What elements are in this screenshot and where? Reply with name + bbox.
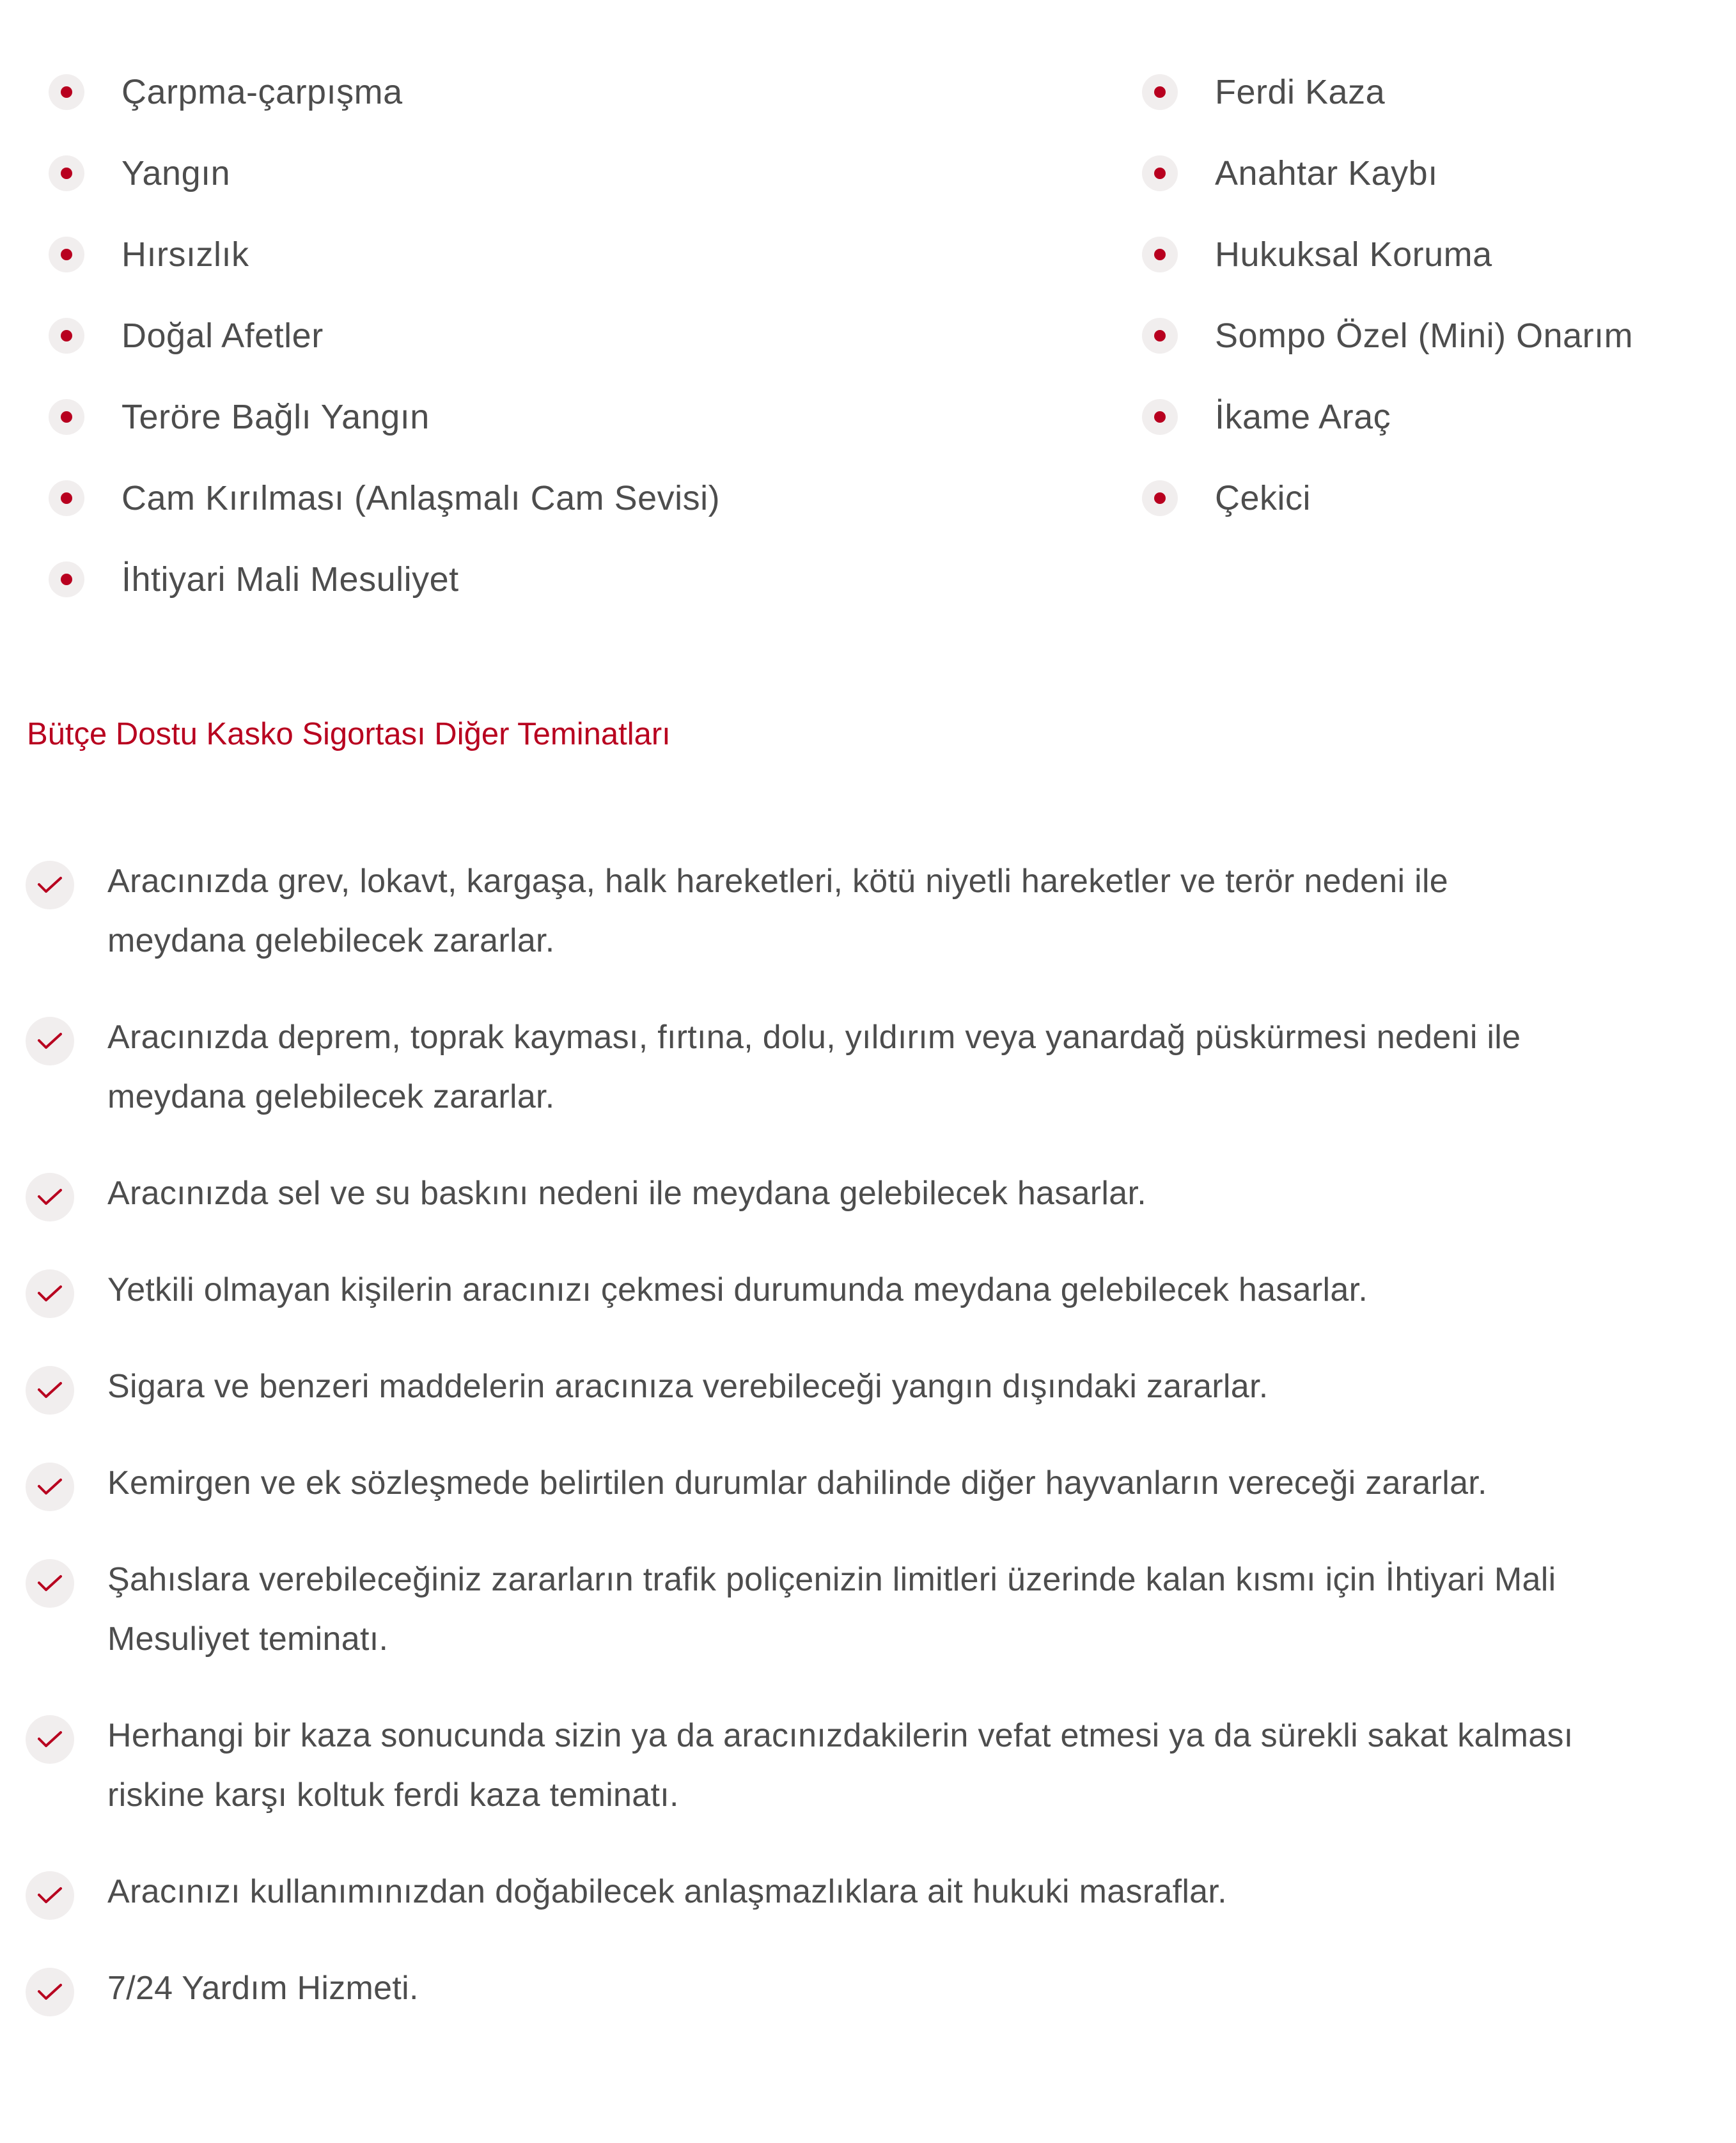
coverage-item	[49, 51, 720, 132]
list-item	[26, 1554, 1701, 1669]
list-item-line: Şahıslara verebileceğiniz zararların trafik poliçenizin limitleri üzerinde kalan kısmı için İhtiyari Mali	[107, 1561, 1556, 1598]
dot-bullet-icon	[1142, 155, 1178, 191]
coverage-label: Çarpma-çarpışma	[121, 72, 403, 111]
checkmark-icon	[26, 1559, 74, 1608]
coverage-item	[49, 376, 720, 457]
coverage-label: Anahtar Kaybı	[1215, 153, 1438, 192]
coverage-list	[0, 51, 1736, 627]
coverage-label: Yangın	[121, 153, 231, 192]
list-item-line: Aracınızda deprem, toprak kayması, fırtına, dolu, yıldırım veya yanardağ püskürmesi nedeni ile	[107, 1019, 1521, 1056]
dot-bullet-icon	[49, 561, 84, 597]
coverage-column-left	[49, 51, 720, 620]
coverage-column-right	[1142, 51, 1633, 538]
coverage-item	[49, 457, 720, 538]
checkmark-icon	[26, 861, 74, 909]
list-item-line: Mesuliyet teminatı.	[107, 1621, 389, 1658]
list-item-text	[107, 1454, 1487, 1513]
list-item-line: Sigara ve benzeri maddelerin aracınıza verebileceği yangın dışındaki zararlar.	[107, 1368, 1269, 1405]
list-item-text	[107, 1164, 1146, 1223]
coverage-label: Doğal Afetler	[121, 316, 324, 355]
dot-bullet-icon	[1142, 480, 1178, 516]
coverage-label: Cam Kırılması (Anlaşmalı Cam Sevisi)	[121, 478, 721, 517]
dot-bullet-icon	[49, 237, 84, 272]
checkmark-icon	[26, 1463, 74, 1511]
section-title: Bütçe Dostu Kasko Sigortası Diğer Teminatları	[27, 717, 671, 751]
list-item-line: 7/24 Yardım Hizmeti.	[107, 1970, 419, 2007]
list-item-line: meydana gelebilecek zararlar.	[107, 922, 555, 959]
list-item	[26, 1710, 1701, 1825]
checkmark-icon	[26, 1366, 74, 1415]
list-item-text	[107, 1959, 419, 2018]
list-item-text	[107, 1862, 1227, 1922]
coverage-item	[1142, 214, 1633, 295]
list-item	[26, 856, 1701, 971]
dot-bullet-icon	[49, 155, 84, 191]
list-item-line: meydana gelebilecek zararlar.	[107, 1078, 555, 1115]
list-item-text	[107, 1357, 1269, 1417]
list-item-line: Yetkili olmayan kişilerin aracınızı çekmesi durumunda meydana gelebilecek hasarlar.	[107, 1271, 1368, 1308]
coverage-label: Hukuksal Koruma	[1215, 235, 1492, 274]
coverage-label: Sompo Özel (Mini) Onarım	[1215, 316, 1634, 355]
list-item-line: Kemirgen ve ek sözleşmede belirtilen durumlar dahilinde diğer hayvanların vereceği zararlar.	[107, 1464, 1487, 1502]
coverage-item	[1142, 51, 1633, 132]
dot-bullet-icon	[1142, 237, 1178, 272]
list-item-line: Aracınızda sel ve su baskını nedeni ile meydana gelebilecek hasarlar.	[107, 1175, 1146, 1212]
list-item-text	[107, 1706, 1574, 1825]
dot-bullet-icon	[49, 399, 84, 435]
coverage-label: Ferdi Kaza	[1215, 72, 1386, 111]
checkmark-icon	[26, 1715, 74, 1764]
list-item	[26, 1866, 1701, 1922]
coverage-item	[49, 295, 720, 376]
checkmark-icon	[26, 1871, 74, 1920]
checkmark-icon	[26, 1968, 74, 2016]
coverage-item	[1142, 457, 1633, 538]
list-item-line: Aracınızda grev, lokavt, kargaşa, halk hareketleri, kötü niyetli hareketler ve terör nedeni ile	[107, 863, 1449, 900]
list-item-text	[107, 1550, 1556, 1669]
dot-bullet-icon	[1142, 318, 1178, 354]
coverage-label: Hırsızlık	[121, 235, 249, 274]
checkmark-icon	[26, 1269, 74, 1318]
coverage-item	[1142, 376, 1633, 457]
coverage-label: Çekici	[1215, 478, 1311, 517]
coverage-item	[1142, 132, 1633, 214]
dot-bullet-icon	[1142, 399, 1178, 435]
coverage-label: İkame Araç	[1215, 397, 1391, 436]
dot-bullet-icon	[49, 74, 84, 110]
checkmark-icon	[26, 1017, 74, 1065]
list-item	[26, 1012, 1701, 1127]
dot-bullet-icon	[1142, 74, 1178, 110]
list-item-text	[107, 1260, 1368, 1320]
coverage-item	[49, 132, 720, 214]
coverage-item	[1142, 295, 1633, 376]
list-item-text	[107, 852, 1448, 971]
list-item	[26, 1457, 1701, 1513]
dot-bullet-icon	[49, 318, 84, 354]
coverage-label: İhtiyari Mali Mesuliyet	[121, 560, 459, 599]
list-item-line: riskine karşı koltuk ferdi kaza teminatı.	[107, 1777, 679, 1814]
coverage-item	[49, 538, 720, 620]
checkmark-icon	[26, 1173, 74, 1221]
list-item	[26, 1264, 1701, 1320]
coverage-item	[49, 214, 720, 295]
list-item-text	[107, 1008, 1521, 1127]
list-item-line: Herhangi bir kaza sonucunda sizin ya da aracınızdakilerin vefat etmesi ya da sürekli sakat kalması	[107, 1717, 1574, 1754]
list-item-line: Aracınızı kullanımınızdan doğabilecek anlaşmazlıklara ait hukuki masraflar.	[107, 1873, 1227, 1910]
coverage-label: Teröre Bağlı Yangın	[121, 397, 430, 436]
dot-bullet-icon	[49, 480, 84, 516]
list-item	[26, 1361, 1701, 1417]
list-item	[26, 1168, 1701, 1223]
other-coverage-list	[26, 856, 1701, 2059]
list-item	[26, 1963, 1701, 2018]
